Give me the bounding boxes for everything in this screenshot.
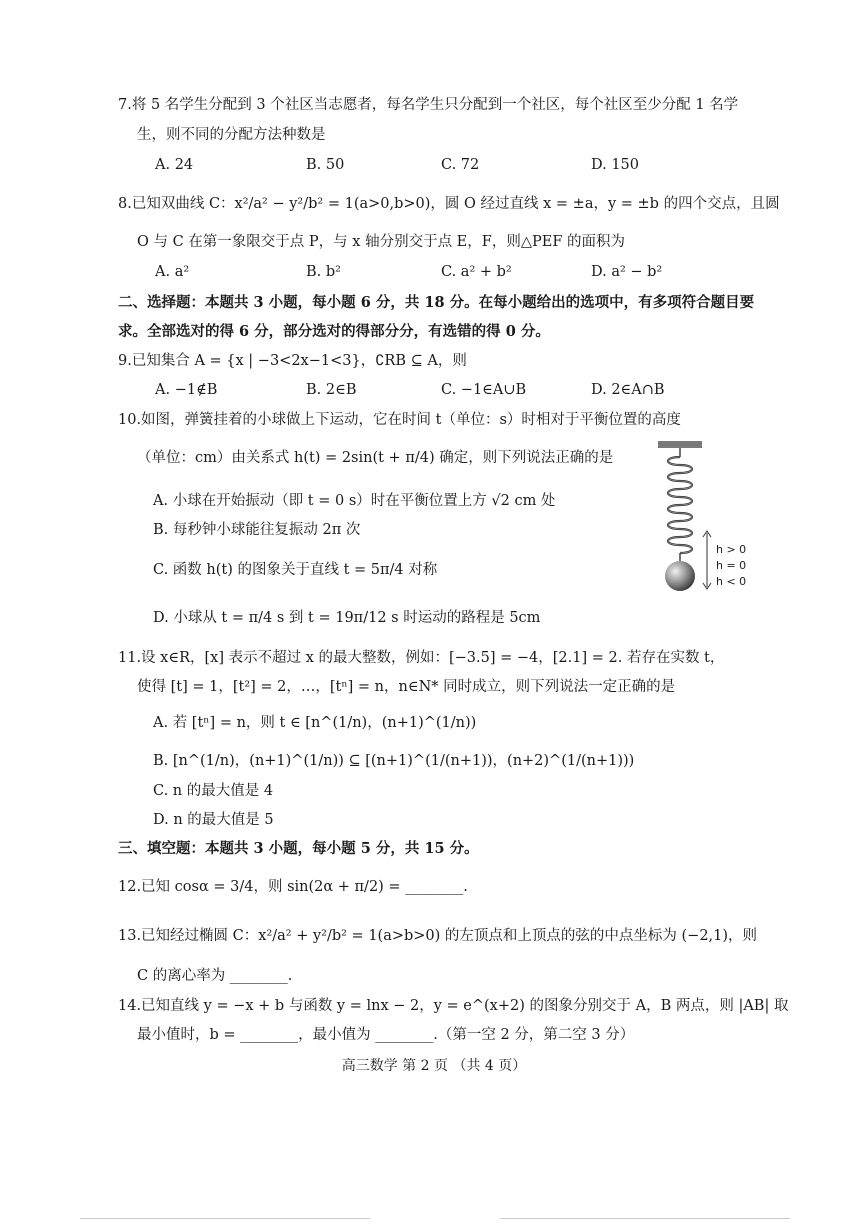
q7-stem-line2: 生，则不同的分配方法种数是 [137,127,326,143]
spring-ball-figure [640,435,780,595]
q11-option-b: B. [n^(1/n)，(n+1)^(1/n)) ⊆ [(n+1)^(1/(n+1))，(n+2)^(1/(n+1))) [153,753,635,769]
q8-option-d: D. a² − b² [591,264,663,280]
ball [665,561,695,591]
q7-option-d: D. 150 [591,157,640,173]
q10-option-c: C. 函数 h(t) 的图象关于直线 t = 5π/4 对称 [153,562,438,578]
q7-option-c: C. 72 [441,157,480,173]
q7-option-b: B. 50 [306,157,345,173]
q8-option-c: C. a² + b² [441,264,512,280]
q14-stem-line2: 最小值时，b = ________，最小值为 ________.（第一空 2 分，第二空 3 分） [137,1027,635,1043]
q9-option-b: B. 2∈B [306,382,357,398]
label-h-positive: h > 0 [716,543,747,556]
q11-option-c: C. n 的最大值是 4 [153,783,274,799]
q9-option-a: A. −1∉B [155,382,218,398]
q11-stem-line1: 11.设 x∈R，[x] 表示不超过 x 的最大整数，例如：[−3.5] = −4，[2.1] = 2. 若存在实数 t， [118,650,725,666]
label-h-negative: h < 0 [716,575,747,588]
q8-stem-line2: O 与 C 在第一象限交于点 P，与 x 轴分别交于点 E，F，则△PEF 的面积为 [137,234,625,250]
q8-option-a: A. a² [155,264,190,280]
q14-stem-line1: 14.已知直线 y = −x + b 与函数 y = lnx − 2，y = e^(x+2) 的图象分别交于 A，B 两点，则 |AB| 取 [118,998,789,1014]
q13-stem-line1: 13.已知经过椭圆 C：x²/a² + y²/b² = 1(a>b>0) 的左顶点和上顶点的弦的中点坐标为 (−2,1)，则 [118,928,758,944]
q7-option-a: A. 24 [155,157,194,173]
q11-option-d: D. n 的最大值是 5 [153,812,274,828]
q7-stem-line1: 7.将 5 名学生分配到 3 个社区当志愿者，每名学生只分配到一个社区，每个社区至少分配 1 名学 [118,97,739,113]
q8-option-b: B. b² [306,264,341,280]
section-2-heading-line1: 二、选择题：本题共 3 小题，每小题 6 分，共 18 分。在每小题给出的选项中，有多项符合题目要 [118,294,755,311]
q9-option-d: D. 2∈A∩B [591,382,665,398]
scan-edge-left [80,1218,370,1219]
section-2-heading-line2: 求。全部选对的得 6 分，部分选对的得部分分，有选错的得 0 分。 [118,323,550,340]
spring-coils [668,457,692,553]
section-3-heading: 三、填空题：本题共 3 小题，每小题 5 分，共 15 分。 [118,840,479,857]
q10-option-b: B. 每秒钟小球能往复振动 2π 次 [153,522,361,538]
q9-option-c: C. −1∈A∪B [441,382,527,398]
q10-stem-line2: （单位：cm）由关系式 h(t) = 2sin(t + π/4) 确定，则下列说法正确的是 [137,450,614,466]
ceiling-mount [658,441,702,448]
q10-stem-line1: 10.如图，弹簧挂着的小球做上下运动，它在时间 t（单位：s）时相对于平衡位置的高度 [118,412,681,428]
q10-option-a: A. 小球在开始振动（即 t = 0 s）时在平衡位置上方 √2 cm 处 [153,493,556,509]
label-h-zero: h = 0 [716,559,747,572]
scan-edge-right [500,1218,790,1219]
q9-stem: 9.已知集合 A = {x | −3<2x−1<3}，∁RB ⊆ A，则 [118,353,467,369]
page-footer: 高三数学 第 2 页 （共 4 页） [341,1058,527,1074]
q8-stem-line1: 8.已知双曲线 C：x²/a² − y²/b² = 1(a>0,b>0)，圆 O 经过直线 x = ±a，y = ±b 的四个交点，且圆 [118,196,780,212]
q13-stem-line2: C 的离心率为 ________. [137,968,293,984]
q11-stem-line2: 使得 [t] = 1，[t²] = 2，…，[tⁿ] = n，n∈N* 同时成立，则下列说法一定正确的是 [137,679,676,695]
q11-option-a: A. 若 [tⁿ] = n，则 t ∈ [n^(1/n)，(n+1)^(1/n)) [153,715,477,731]
q10-option-d: D. 小球从 t = π/4 s 到 t = 19π/12 s 时运动的路程是 5cm [153,610,541,626]
q12-stem: 12.已知 cosα = 3/4，则 sin(2α + π/2) = ________. [118,879,468,895]
